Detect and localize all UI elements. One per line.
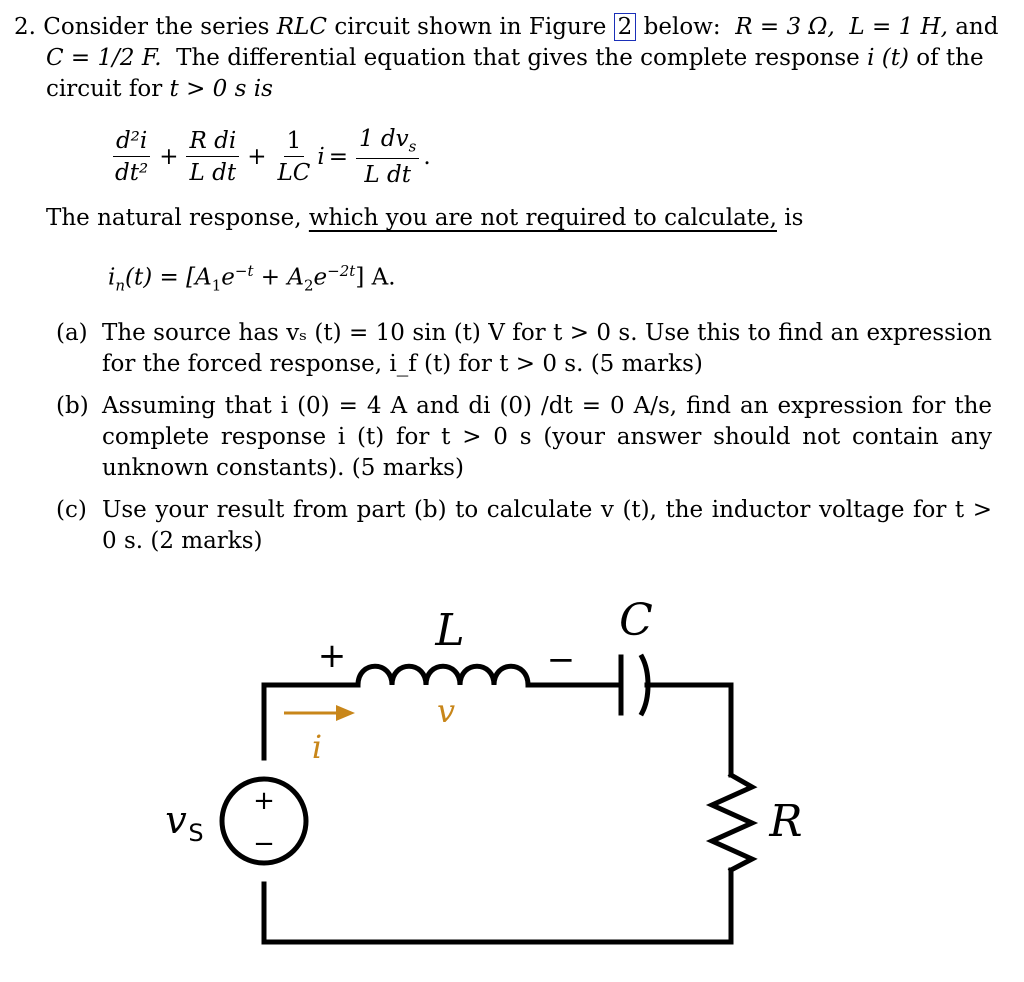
frac2-num: R di [186, 128, 239, 157]
in-symbol: i [108, 264, 116, 291]
and-text: and [955, 14, 999, 40]
label-c: C [619, 595, 653, 646]
part-c-label: (c) [56, 497, 87, 523]
var-i: i [317, 143, 325, 170]
t-condition: t > 0 s is [169, 76, 273, 102]
label-v: v [436, 692, 456, 730]
label-l: L [435, 605, 465, 656]
label-minus: − [546, 640, 576, 680]
e1: e [221, 264, 235, 291]
intro-text-b: circuit shown in Figure [334, 14, 607, 40]
intro-line-2: The differential equation that gives the complete response [176, 45, 860, 71]
eq-rhs-b: + A [253, 264, 304, 291]
inductor [358, 666, 528, 685]
frac3-den: LC [277, 159, 311, 186]
e2-sup: −2t [327, 262, 356, 280]
problem-number: 2. [14, 14, 36, 40]
part-a-label: (a) [56, 320, 88, 346]
frac3-num: 1 [284, 128, 305, 157]
i-of-t: i (t) [867, 45, 909, 71]
frac1-num: d²i [113, 128, 150, 157]
r-value: R = 3 Ω, [735, 14, 835, 40]
frac4-den: L dt [364, 161, 411, 188]
natural-text-b: is [784, 205, 804, 231]
label-vs: v [165, 798, 187, 842]
natural-text-a: The natural response, [46, 205, 302, 231]
label-i: i [311, 728, 323, 766]
frac1-den: dt² [115, 159, 149, 186]
e1-sup: −t [234, 262, 254, 280]
figure-reference-link[interactable]: 2 [614, 13, 637, 41]
frac4-num: 1 $dv_s$ [356, 126, 419, 159]
label-r: R [769, 796, 803, 847]
current-arrow [284, 705, 355, 721]
wire-c-to-right [647, 685, 731, 775]
part-b-text: Assuming that i (0) = 4 A and di (0) /dt = 0 A/s, find an expression for the complete response i (t) for t > 0 s (your answer should not contain any unknown constants). (5 marks) [102, 393, 992, 481]
label-vs-sub: S [188, 819, 204, 847]
frac2-den: L dt [189, 159, 237, 186]
resistor [712, 775, 752, 870]
c-value: C = 1/2 F. [46, 45, 162, 71]
source-minus-sign: − [253, 829, 275, 859]
circuit-type: RLC [276, 14, 327, 40]
equation-end: . [423, 143, 431, 170]
l-value: L = 1 H, [849, 14, 948, 40]
intro-text: Consider the series [43, 14, 270, 40]
e2: e [313, 264, 328, 291]
part-b-label: (b) [56, 393, 89, 419]
plus-op-2: + [247, 143, 267, 170]
eq-rhs-a: (t) = [A [125, 264, 212, 291]
part-a-text: The source has vₛ (t) = 10 sin (t) V for t > 0 s. Use this to find an expression for the forced response, i_f (t) for t > 0 s. (5 marks) [102, 320, 992, 377]
a2-sub: 2 [304, 276, 314, 295]
source-plus-sign: + [253, 786, 275, 816]
intro-text-c: below: [643, 14, 721, 40]
equals-op: = [328, 143, 348, 170]
intro-line-3: circuit for [46, 76, 163, 102]
of-the: of the [916, 45, 984, 71]
label-plus: + [317, 636, 347, 676]
part-c-text: Use your result from part (b) to calculate v (t), the inductor voltage for t > 0 s. (2 marks) [102, 497, 992, 554]
a1-sub: 1 [211, 276, 222, 295]
in-sub: n [115, 276, 126, 295]
eq-rhs-c: ] A. [355, 264, 396, 291]
wire-bottom [264, 870, 731, 942]
natural-text-underlined: which you are not required to calculate, [308, 205, 777, 231]
plus-op: + [159, 143, 179, 170]
frac4-sub: s [408, 137, 417, 156]
